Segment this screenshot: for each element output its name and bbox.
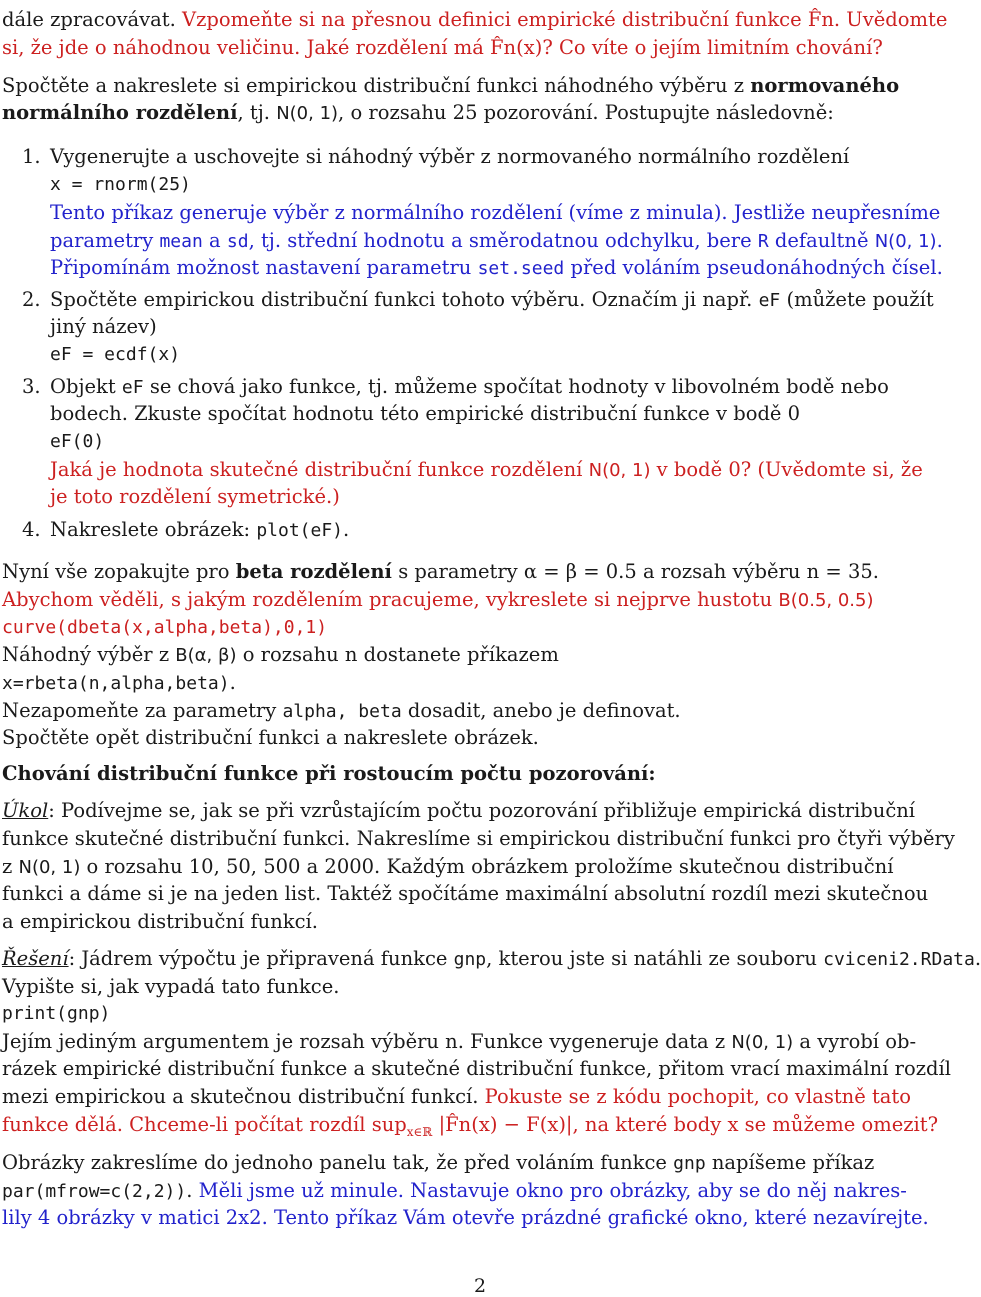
panel-line-3: lily 4 obrázky v matici 2x2. Tento příkaz Vám otevře prázdné grafické okno, které nezavírejte. — [2, 1206, 929, 1229]
code: alpha, beta — [282, 701, 402, 722]
code-ef: eF — [758, 290, 781, 311]
step-3-number: 3. — [22, 375, 41, 398]
math-text: B(α, β) — [175, 645, 237, 666]
code-filename: cviceni2.RData — [823, 949, 975, 970]
step-3-question-1 — [50, 456, 923, 484]
text: : Podívejme se, jak se při vzrůstajícím počtu pozorování přibližuje empirická distribuční — [48, 799, 916, 822]
bold-text: beta rozdělení — [235, 560, 392, 583]
ukol-line-5: a empirickou distribuční funkcí. — [2, 910, 318, 933]
para-line-4 — [2, 1111, 938, 1146]
panel-line-1 — [2, 1149, 874, 1177]
step-3-text — [50, 373, 889, 401]
ukol-line-3 — [2, 853, 893, 881]
text: , tj. — [237, 101, 270, 124]
step-4-text — [50, 516, 349, 544]
panel-line-2 — [2, 1177, 907, 1205]
beta-line-6 — [2, 697, 681, 725]
beta-line-7: Spočtěte opět distribuční funkci a nakreslete obrázek. — [2, 726, 539, 749]
text: dále zpracovávat. — [2, 8, 176, 31]
math-text: N(0, 1) — [276, 103, 339, 124]
step-3-code: eF(0) — [50, 431, 105, 452]
text: |F̂n(x) − F(x)|, na které body x se můžeme omezit? — [438, 1113, 939, 1136]
subscript: x∈ℝ — [406, 1124, 433, 1139]
math-text: B(0.5, 0.5) — [778, 590, 874, 611]
para-line-1 — [2, 1028, 916, 1056]
code-par: par(mfrow=c(2,2)) — [2, 1181, 187, 1202]
reseni-label: Řešení — [2, 947, 69, 970]
intro-line-2: si, že jde o náhodnou veličinu. Jaké rozdělení má F̂n(x)? Co víte o jejím limitním chování? — [2, 36, 883, 59]
text: Jaká je hodnota skutečné distribuční funkce rozdělení — [50, 458, 583, 481]
ukol-line-4: funkci a dáme si je na jeden list. Taktéž spočítáme maximální absolutní rozdíl mezi skutečnou — [2, 882, 929, 905]
intro-line-3 — [2, 72, 899, 99]
code-gnp: gnp — [453, 949, 487, 970]
text: Připomínám možnost nastavení parametru — [50, 256, 472, 279]
blue-text: Měli jsme už minule. Nastavuje okno pro obrázky, aby se do něj nakres- — [198, 1179, 907, 1202]
math-text: N(0, 1) — [18, 857, 81, 878]
text: , kterou jste si natáhli ze souboru — [486, 947, 817, 970]
code-set-seed: set.seed — [477, 258, 565, 279]
red-question: Vzpomeňte si na přesnou definici empirické distribuční funkce F̂n. Uvědomte — [181, 8, 948, 31]
text: Obrázky zakreslíme do jednoho panelu tak, že před voláním funkce — [2, 1151, 667, 1174]
bold-text: normovaného — [750, 74, 900, 97]
intro-line-1 — [2, 6, 947, 33]
para-line-2: rázek empirické distribuční funkce a skutečné distribuční funkce, přitom vrací maximální rozdíl — [2, 1057, 951, 1080]
beta-line-2 — [2, 586, 874, 614]
step-2-text — [50, 286, 934, 314]
reseni-line-1 — [2, 945, 981, 973]
bold-text: normálního rozdělení — [2, 101, 238, 124]
reseni-line-2: Vypište si, jak vypadá tato funkce. — [2, 975, 340, 998]
text: z — [2, 855, 13, 878]
code: x=rbeta(n,alpha,beta) — [2, 673, 230, 694]
text: . — [936, 229, 943, 252]
beta-code-rbeta — [2, 669, 236, 697]
text: . — [343, 518, 350, 541]
reseni-code: print(gnp) — [2, 1003, 111, 1024]
section-heading: Chování distribuční funkce při rostoucím počtu pozorování: — [2, 762, 656, 785]
text: v bodě 0? (Uvědomte si, že — [656, 458, 923, 481]
text: dosadit, anebo je definovat. — [407, 699, 681, 722]
text: Nezapomeňte za parametry — [2, 699, 277, 722]
beta-line-4 — [2, 641, 559, 669]
text: funkce dělá. Chceme-li počítat rozdíl sup — [2, 1113, 407, 1136]
beta-line-1 — [2, 558, 879, 585]
step-2-number: 2. — [22, 288, 41, 311]
text: s parametry α = β = 0.5 a rozsah výběru n = 35. — [398, 560, 879, 583]
text: . — [186, 1179, 193, 1202]
step-1-code: x = rnorm(25) — [50, 174, 191, 195]
code-r: R — [757, 231, 769, 252]
text: Nyní vše zopakujte pro — [2, 560, 230, 583]
math-text: N(0, 1) — [874, 231, 937, 252]
text: Objekt — [50, 375, 116, 398]
code-ef: eF — [121, 377, 144, 398]
text: Spočtěte a nakreslete si empirickou distribuční funkci náhodného výběru z — [2, 74, 745, 97]
step-2-code: eF = ecdf(x) — [50, 344, 181, 365]
code-plot: plot(eF) — [256, 520, 344, 541]
math-text: N(0, 1) — [588, 460, 651, 481]
step-1-number: 1. — [22, 145, 41, 168]
text: o rozsahu n dostanete příkazem — [242, 643, 559, 666]
step-1-note-2 — [50, 227, 943, 255]
text: a vyrobí ob- — [799, 1030, 917, 1053]
step-1-note-1: Tento příkaz generuje výběr z normálního rozdělení (víme z minula). Jestliže neupřesníme — [50, 201, 941, 224]
text: Spočtěte empirickou distribuční funkci tohoto výběru. Označím ji např. — [50, 288, 753, 311]
text: parametry — [50, 229, 154, 252]
red-text: Pokuste se z kódu pochopit, co vlastně tato — [484, 1085, 911, 1108]
code-sd: sd — [226, 231, 249, 252]
ukol-line-2: funkce skutečné distribuční funkci. Nakreslíme si empirickou distribuční funkci pro čtyři výběry — [2, 827, 955, 850]
text: o rozsahu 10, 50, 500 a 2000. Každým obrázkem proložíme skutečnou distribuční — [86, 855, 894, 878]
text: napíšeme příkaz — [711, 1151, 875, 1174]
step-3-question-2: je toto rozdělení symetrické.) — [50, 485, 340, 508]
page-number: 2 — [473, 1275, 487, 1297]
text: mezi empirickou a skutečnou distribuční funkcí. — [2, 1085, 479, 1108]
text: . — [974, 947, 981, 970]
step-3-text-2: bodech. Zkuste spočítat hodnotu této empirické distribuční funkce v bodě 0 — [50, 402, 801, 425]
text: , tj. střední hodnotu a směrodatnou odchylku, bere — [248, 229, 752, 252]
text: . — [229, 671, 236, 694]
intro-line-4 — [2, 99, 834, 127]
code-gnp: gnp — [673, 1153, 706, 1174]
text: a — [209, 229, 221, 252]
text: : Jádrem výpočtu je připravená funkce — [68, 947, 448, 970]
math-text: N(0, 1) — [731, 1032, 794, 1053]
para-line-3 — [2, 1083, 911, 1110]
step-1-text: Vygenerujte a uschovejte si náhodný výběr z normovaného normálního rozdělení — [50, 145, 850, 168]
beta-code-curve: curve(dbeta(x,alpha,beta),0,1) — [2, 617, 328, 638]
ukol-label: Úkol — [2, 799, 49, 822]
text: Jejím jediným argumentem je rozsah výběru n. Funkce vygeneruje data z — [2, 1030, 726, 1053]
code-mean: mean — [159, 231, 203, 252]
text: se chová jako funkce, tj. můžeme spočítat hodnoty v libovolném bodě nebo — [149, 375, 889, 398]
text: Náhodný výběr z — [2, 643, 170, 666]
text: před voláním pseudonáhodných čísel. — [570, 256, 943, 279]
text: Nakreslete obrázek: — [50, 518, 251, 541]
step-1-note-3 — [50, 254, 943, 282]
text: defaultně — [774, 229, 869, 252]
text: (můžete použít — [786, 288, 934, 311]
step-2-text-2: jiný název) — [50, 315, 157, 338]
ukol-line-1 — [2, 797, 915, 824]
text: , o rozsahu 25 pozorování. Postupujte následovně: — [338, 101, 834, 124]
text: Abychom věděli, s jakým rozdělením pracujeme, vykreslete si nejprve hustotu — [2, 588, 773, 611]
step-4-number: 4. — [22, 518, 41, 541]
